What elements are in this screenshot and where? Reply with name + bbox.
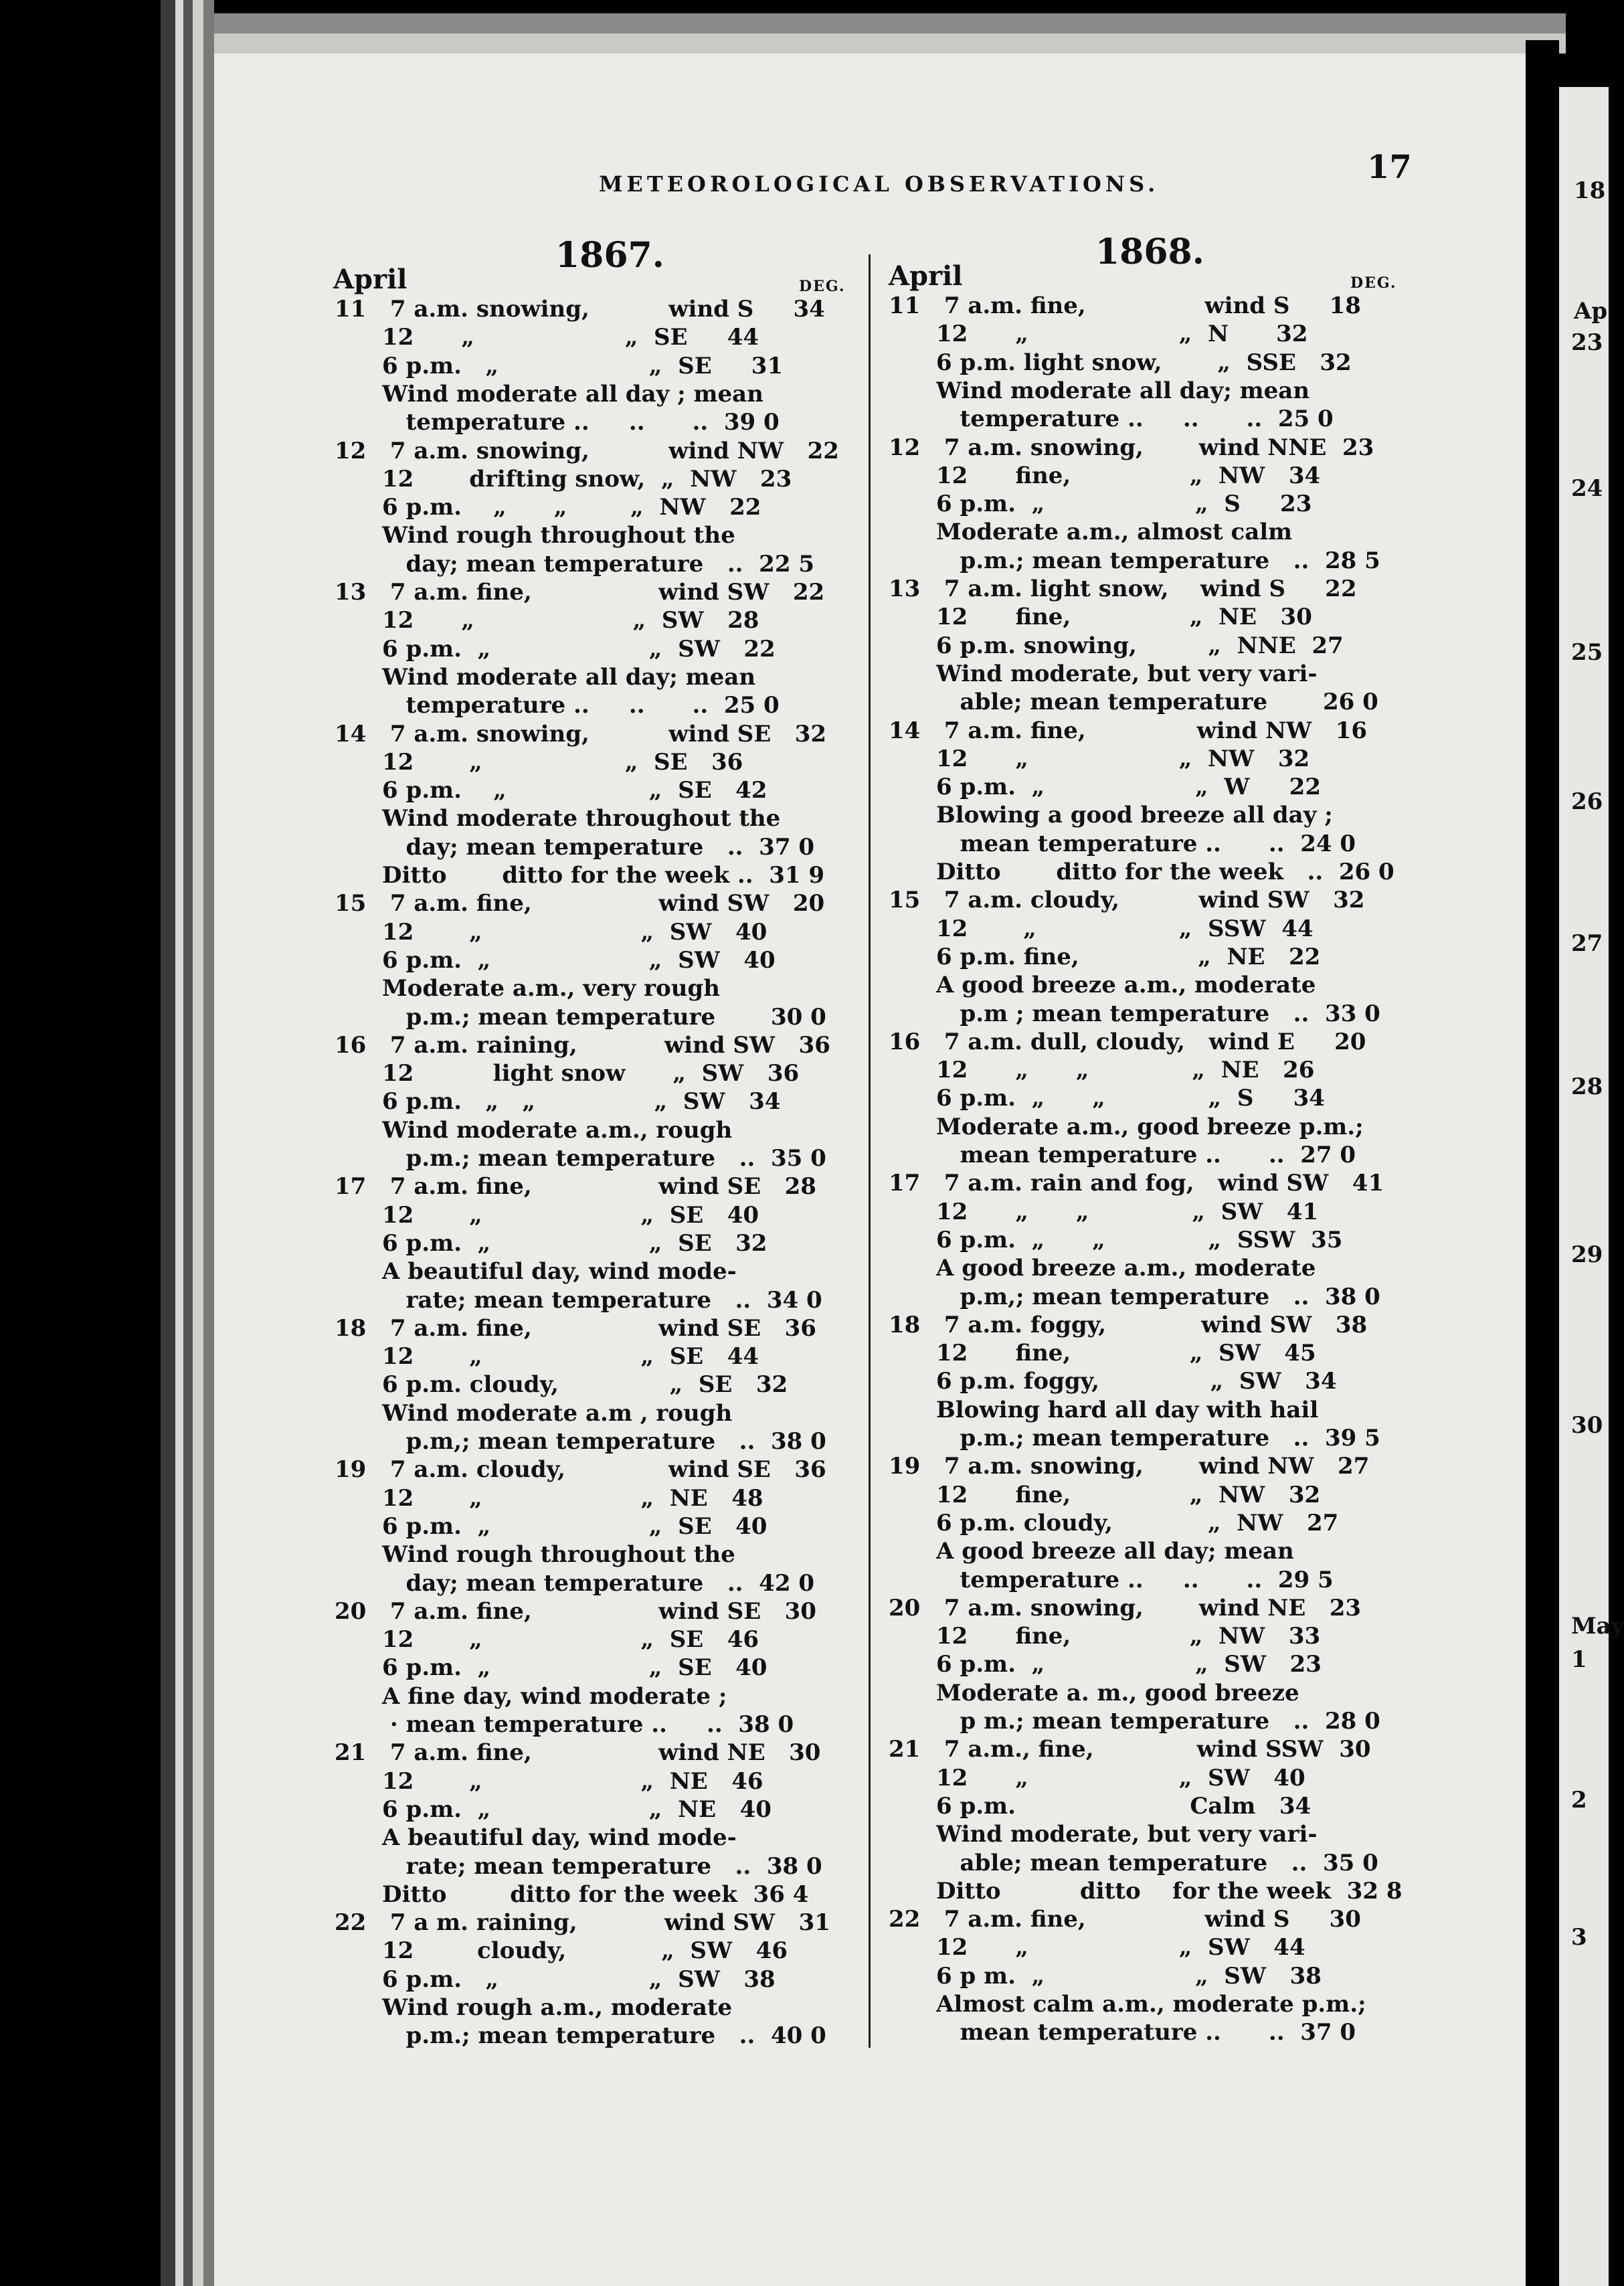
observation-line: p.m.; mean temperature .. 35 0 [335,1145,826,1172]
observation-line: 14 7 a.m. snowing, wind SE 32 [335,720,827,748]
observation-line: 12 „ „ SW 44 [889,1934,1305,1961]
left-month-label: April [333,264,408,295]
next-page-day-label: 26 [1571,788,1603,815]
observation-line: 12 „ „ SE 36 [335,748,743,776]
right-month-label: April [889,260,963,292]
observation-line: 13 7 a.m. fine, wind SW 22 [335,579,825,606]
observation-line: Moderate a. m., good breeze [889,1679,1299,1706]
observation-line: 12 „ „ SE 46 [335,1626,759,1654]
observation-line: p.m ; mean temperature .. 33 0 [889,1000,1380,1027]
observation-line: temperature .. .. .. 39 0 [335,409,780,436]
observation-line: 19 7 a.m. cloudy, wind SE 36 [335,1456,826,1484]
observation-line: Wind moderate, but very vari- [889,1821,1318,1848]
observation-line: 6 p.m. „ „ SW 22 [335,635,776,663]
observation-line: Wind moderate all day; mean [335,663,756,691]
observation-line: Moderate a.m., good breeze p.m.; [889,1113,1364,1140]
observation-line: 12 fine, „ NW 33 [889,1623,1321,1650]
next-page-day-label: 27 [1571,930,1603,957]
next-page-day-label: 29 [1571,1241,1603,1268]
observation-line: A beautiful day, wind mode- [335,1258,737,1286]
observation-line: A good breeze a.m., moderate [889,972,1316,999]
next-page-day-label: 30 [1571,1412,1603,1439]
observation-line: 6 p.m. fine, „ NE 22 [889,943,1321,970]
observation-line: able; mean temperature .. 35 0 [889,1849,1378,1876]
observation-line: 18 7 a.m. foggy, wind SW 38 [889,1311,1368,1338]
observation-line: 6 p.m. „ „ S 23 [889,491,1312,518]
observation-line: 12 „ „ NW 32 [889,745,1310,772]
observation-line: 11 7 a.m. snowing, wind S 34 [335,296,825,323]
observation-line: Wind moderate all day; mean [889,377,1310,404]
observation-line: Wind moderate all day ; mean [335,380,763,408]
observation-line: 12 „ „ N 32 [889,321,1308,348]
observation-line: · mean temperature .. .. 38 0 [335,1711,794,1738]
observation-line: 6 p.m. „ „ SW 40 [335,946,776,974]
observation-line: 12 „ „ NE 46 [335,1767,763,1795]
observation-line: day; mean temperature .. 22 5 [335,550,814,578]
observation-line: 6 p.m. „ „ SE 42 [335,777,768,804]
observation-line: able; mean temperature 26 0 [889,689,1378,716]
observation-line: 12 7 a.m. snowing, wind NNE 23 [889,434,1374,461]
observation-line: Wind moderate throughout the [335,805,781,832]
observation-line: 12 „ „ SE 44 [335,1343,759,1371]
observation-line: 6 p.m. „ „ „ NW 22 [335,494,761,521]
observation-line: 21 7 a.m., fine, wind SSW 30 [889,1736,1371,1763]
observation-line: 6 p.m. „ „ SE 32 [335,1229,768,1257]
observation-line: 6 p.m. light snow, „ SSE 32 [889,349,1352,376]
page-stack-edge [193,0,203,2286]
next-page-day-label: 28 [1571,1073,1603,1100]
observation-line: 6 p.m. „ „ SE 31 [335,352,784,379]
observation-line: mean temperature .. .. 24 0 [889,830,1356,857]
observation-line: Ditto ditto for the week 32 8 [889,1877,1403,1905]
observation-line: Wind moderate a.m , rough [335,1399,733,1427]
observation-line: 6 p.m. „ „ „ SSW 35 [889,1226,1343,1253]
observation-line: rate; mean temperature .. 34 0 [335,1286,822,1314]
observation-line: 16 7 a.m. dull, cloudy, wind E 20 [889,1028,1366,1055]
observation-line: 12 fine, „ SW 45 [889,1340,1316,1367]
observation-line: 6 p.m. „ „ NE 40 [335,1795,772,1823]
observation-line: 6 p.m. „ „ SE 40 [335,1512,768,1540]
observation-line: 12 drifting snow, „ NW 23 [335,465,792,493]
observation-line: A fine day, wind moderate ; [335,1682,727,1710]
observation-line: 6 p.m. „ „ „ S 34 [889,1085,1325,1112]
observation-line: 6 p.m. snowing, „ NNE 27 [889,632,1344,659]
observation-line: 17 7 a.m. fine, wind SE 28 [335,1173,816,1201]
observation-line: 15 7 a.m. fine, wind SW 20 [335,890,825,917]
next-page-number: 18 [1574,177,1606,204]
observation-line: 14 7 a.m. fine, wind NW 16 [889,717,1368,744]
observation-line: 17 7 a.m. rain and fog, wind SW 41 [889,1170,1384,1197]
observation-line: p.m.; mean temperature .. 28 5 [889,547,1380,574]
right-year-heading: 1868. [1095,232,1204,272]
observation-line: Ditto ditto for the week .. 31 9 [335,862,825,889]
page-stack-edge [183,0,193,2286]
observation-line: 12 „ „ SW 40 [335,918,768,946]
observation-line: 12 light snow „ SW 36 [335,1060,800,1087]
observation-line: 13 7 a.m. light snow, wind S 22 [889,576,1357,602]
observation-line: 12 fine, „ NW 32 [889,1481,1321,1508]
observation-line: Wind rough throughout the [335,522,735,549]
observation-line: Blowing a good breeze all day ; [889,802,1333,829]
observation-line: p.m.; mean temperature .. 39 5 [889,1425,1380,1452]
page-number: 17 [1367,149,1412,186]
next-page-day-label: 3 [1571,1924,1587,1951]
book-gutter [1526,40,1559,2286]
observation-line: 18 7 a.m. fine, wind SE 36 [335,1314,816,1342]
observation-line: 12 „ „ NE 48 [335,1484,763,1512]
observation-line: Ditto ditto for the week 36 4 [335,1880,809,1908]
observation-line: rate; mean temperature .. 38 0 [335,1852,822,1880]
next-page-day-label: 23 [1571,329,1603,356]
left-year-heading: 1867. [555,235,664,276]
observation-line: 12 „ „ SW 28 [335,607,759,634]
observation-line: p.m,; mean temperature .. 38 0 [889,1283,1380,1310]
observation-line: A good breeze all day; mean [889,1538,1294,1565]
observation-line: 12 fine, „ NW 34 [889,462,1321,489]
observation-line: A beautiful day, wind mode- [335,1824,737,1852]
observation-line: Almost calm a.m., moderate p.m.; [889,1991,1366,2018]
observation-line: temperature .. .. .. 25 0 [889,406,1334,433]
observation-line: A good breeze a.m., moderate [889,1255,1316,1282]
observation-line: mean temperature .. .. 37 0 [889,2019,1356,2046]
observation-line: 12 fine, „ NE 30 [889,604,1312,631]
next-page-month: Ap [1574,298,1608,325]
next-page-day-label: 1 [1571,1646,1587,1673]
observation-line: 19 7 a.m. snowing, wind NW 27 [889,1453,1370,1480]
observation-line: 6 p.m. cloudy, „ NW 27 [889,1509,1339,1536]
observation-line: 12 7 a.m. snowing, wind NW 22 [335,437,839,464]
observation-line: 6 p.m. „ „ SW 23 [889,1651,1322,1678]
observation-line: Ditto ditto for the week .. 26 0 [889,859,1394,885]
running-title: METEOROLOGICAL OBSERVATIONS. [599,171,1160,197]
observation-line: 6 p.m. foggy, „ SW 34 [889,1368,1337,1395]
observation-line: p m.; mean temperature .. 28 0 [889,1708,1380,1735]
observation-line: temperature .. .. .. 29 5 [889,1566,1334,1593]
observation-line: day; mean temperature .. 42 0 [335,1569,814,1597]
observation-line: Blowing hard all day with hail [889,1396,1319,1423]
observation-line: Wind rough throughout the [335,1541,735,1569]
book-top-edge-inner [194,33,1566,54]
observation-line: 22 7 a.m. fine, wind S 30 [889,1906,1361,1933]
next-page-day-label: May [1571,1613,1624,1640]
observation-line: 6 p.m. „ „ „ SW 34 [335,1088,781,1116]
next-page-day-label: 24 [1571,475,1603,502]
observation-line: temperature .. .. .. 25 0 [335,692,780,719]
page-stack-edge [203,0,214,2286]
observation-line: 12 „ „ SSW 44 [889,915,1314,942]
observation-line: Wind moderate, but very vari- [889,660,1318,687]
observation-line: 12 „ „ SW 40 [889,1764,1305,1791]
book-top-edge [161,13,1566,33]
observation-line: Moderate a.m., very rough [335,975,720,1002]
observation-line: day; mean temperature .. 37 0 [335,833,814,861]
observation-line: 20 7 a.m. snowing, wind NE 23 [889,1594,1362,1621]
left-deg-label: DEG. [799,278,846,295]
observation-line: 12 „ „ „ NE 26 [889,1057,1315,1084]
observation-line: Wind rough a.m., moderate [335,1994,733,2021]
next-page-day-label: 25 [1571,639,1603,666]
observation-line: 11 7 a.m. fine, wind S 18 [889,292,1361,319]
page-stack-edge [161,0,175,2286]
observation-line: 12 „ „ „ SW 41 [889,1198,1319,1225]
observation-line: 6 p.m. Calm 34 [889,1792,1312,1820]
observation-line: 6 p.m. „ „ SW 38 [335,1965,776,1993]
observation-line: 12 „ „ SE 40 [335,1201,759,1229]
observation-line: p.m.; mean temperature 30 0 [335,1003,826,1031]
right-deg-label: DEG. [1350,274,1397,292]
observation-line: 15 7 a.m. cloudy, wind SW 32 [889,887,1365,914]
observation-line: 6 p.m. cloudy, „ SE 32 [335,1371,788,1399]
observation-line: 20 7 a.m. fine, wind SE 30 [335,1597,816,1625]
observation-line: 12 cloudy, „ SW 46 [335,1937,788,1965]
observation-line: 12 „ „ SE 44 [335,324,759,351]
observation-line: 6 p m. „ „ SW 38 [889,1962,1322,1990]
observation-line: p.m,; mean temperature .. 38 0 [335,1428,826,1455]
observation-line: p.m.; mean temperature .. 40 0 [335,2022,826,2050]
next-page-strip [1559,87,1609,2286]
column-divider [869,254,871,2048]
next-page-day-label: 2 [1571,1787,1587,1814]
observation-line: 16 7 a.m. raining, wind SW 36 [335,1031,830,1059]
observation-line: 6 p.m. „ „ SE 40 [335,1654,768,1682]
observation-line: 21 7 a.m. fine, wind NE 30 [335,1739,821,1767]
observation-line: Wind moderate a.m., rough [335,1116,733,1144]
observation-line: Moderate a.m., almost calm [889,519,1293,546]
page-stack-edge [175,0,183,2286]
observation-line: mean temperature .. .. 27 0 [889,1142,1356,1168]
observation-line: 22 7 a m. raining, wind SW 31 [335,1909,830,1937]
observation-line: 6 p.m. „ „ W 22 [889,774,1321,801]
